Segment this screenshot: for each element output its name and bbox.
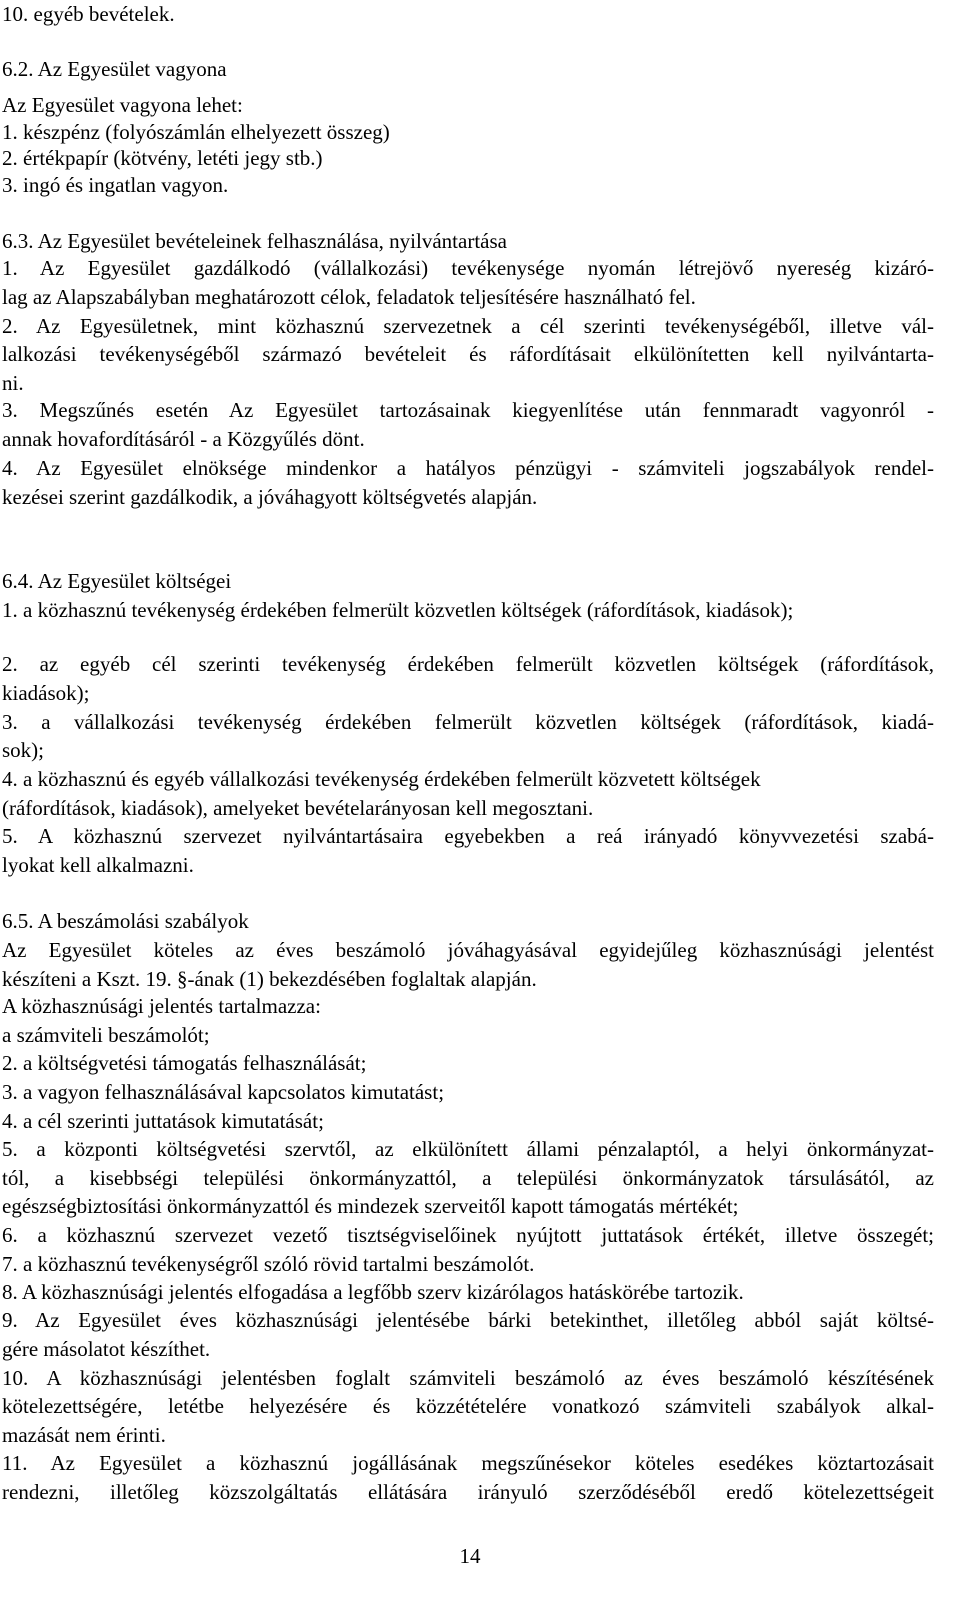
text-line: kiadások);: [2, 681, 90, 705]
text-line: 3. ingó és ingatlan vagyon.: [2, 173, 229, 197]
text-line: 1. Az Egyesület gazdálkodó (vállalkozási) tevékenysége nyomán létrejövő nyereség kizáró-: [2, 256, 934, 280]
text-line: lyokat kell alkalmazni.: [2, 853, 194, 877]
text-line: 4. a cél szerinti juttatások kimutatását;: [2, 1109, 324, 1133]
section-heading: 6.5. A beszámolási szabályok: [2, 909, 249, 933]
text-line: Az Egyesület köteles az éves beszámoló jóváhagyásával egyidejűleg közhasznúsági jelentést: [2, 938, 934, 962]
text-line: 9. Az Egyesület éves közhasznúsági jelentésébe bárki betekinthet, illetőleg abból saját költsé-: [2, 1308, 934, 1332]
text-line: 1. készpénz (folyószámlán elhelyezett összeg): [2, 120, 390, 144]
text-line: 4. a közhasznú és egyéb vállalkozási tevékenység érdekében felmerült közvetett költségek: [2, 767, 761, 791]
text-line: A közhasznúsági jelentés tartalmazza:: [2, 994, 321, 1018]
text-line: 11. Az Egyesület a közhasznú jogállásának megszűnésekor köteles esedékes köztartozásait: [2, 1451, 934, 1475]
text-line: egészségbiztosítási önkormányzattól és mindezek szerveitől kapott támogatás mértékét;: [2, 1194, 739, 1218]
section-heading: 6.2. Az Egyesület vagyona: [2, 57, 227, 81]
text-line: tól, a kisebbségi települési önkormányzattól, a települési önkormányzatok társulásától, az: [2, 1166, 934, 1190]
text-line: 5. A közhasznú szervezet nyilvántartásaira egyebekben a reá irányadó könyvvezetési szabá-: [2, 824, 934, 848]
text-line: kezései szerint gazdálkodik, a jóváhagyott költségvetés alapján.: [2, 485, 538, 509]
text-line: Az Egyesület vagyona lehet:: [2, 93, 243, 117]
text-line: 10. A közhasznúsági jelentésben foglalt számviteli beszámoló az éves beszámoló készítésének: [2, 1366, 934, 1390]
text-line: 2. Az Egyesületnek, mint közhasznú szervezetnek a cél szerinti tevékenységéből, illetve vál-: [2, 314, 934, 338]
section-heading: 6.4. Az Egyesület költségei: [2, 569, 232, 593]
text-line: ni.: [2, 371, 24, 395]
text-line: 5. a központi költségvetési szervtől, az elkülönített állami pénzalaptól, a helyi önkormányzat-: [2, 1137, 934, 1161]
text-line: (ráfordítások, kiadások), amelyeket bevételarányosan kell megosztani.: [2, 796, 594, 820]
text-line: 4. Az Egyesület elnöksége mindenkor a hatályos pénzügyi - számviteli jogszabályok rendel-: [2, 456, 934, 480]
page-number: 14: [459, 1544, 481, 1568]
text-line: lag az Alapszabályban meghatározott célok, feladatok teljesítésére használható fel.: [2, 285, 696, 309]
text-line: 2. értékpapír (kötvény, letéti jegy stb.): [2, 146, 323, 170]
text-line: 3. a vállalkozási tevékenység érdekében felmerült közvetlen költségek (ráfordítások, kiadá-: [2, 710, 934, 734]
text-line: sok);: [2, 738, 44, 762]
text-line: gére másolatot készíthet.: [2, 1337, 211, 1361]
text-line: mazását nem érinti.: [2, 1423, 166, 1447]
section-heading: 6.3. Az Egyesület bevételeinek felhasználása, nyilvántartása: [2, 229, 507, 253]
text-line: annak hovafordításáról - a Közgyűlés dönt.: [2, 427, 365, 451]
text-line: készíteni a Kszt. 19. §-ának (1) bekezdésében foglaltak alapján.: [2, 967, 537, 991]
text-line: 8. A közhasznúsági jelentés elfogadása a legfőbb szerv kizárólagos hatáskörébe tartozik.: [2, 1280, 744, 1304]
text-line: 3. Megszűnés esetén Az Egyesület tartozásainak kiegyenlítése után fennmaradt vagyonról -: [2, 398, 934, 422]
text-line: 6. a közhasznú szervezet vezető tisztségviselőinek nyújtott juttatások értékét, illetve összegét;: [2, 1223, 934, 1247]
text-line: rendezni, illetőleg közszolgáltatás ellátására irányuló szerződéséből eredő kötelezettségeit: [2, 1480, 934, 1504]
text-line: 2. a költségvetési támogatás felhasználását;: [2, 1051, 367, 1075]
text-line: lalkozási tevékenységéből származó bevételeit és ráfordításait elkülönítetten kell nyilvántarta-: [2, 342, 934, 366]
text-line: 2. az egyéb cél szerinti tevékenység érdekében felmerült közvetlen költségek (ráfordítások,: [2, 652, 934, 676]
text-line: 7. a közhasznú tevékenységről szóló rövid tartalmi beszámolót.: [2, 1252, 535, 1276]
text-line: 10. egyéb bevételek.: [2, 2, 175, 26]
text-line: kötelezettségére, letétbe helyezésére és közzétételére vonatkozó számviteli szabályok alkal-: [2, 1394, 934, 1418]
text-line: 3. a vagyon felhasználásával kapcsolatos kimutatást;: [2, 1080, 445, 1104]
text-line: 1. a közhasznú tevékenység érdekében felmerült közvetlen költségek (ráfordítások, kiadások);: [2, 598, 794, 622]
text-line: a számviteli beszámolót;: [2, 1023, 210, 1047]
